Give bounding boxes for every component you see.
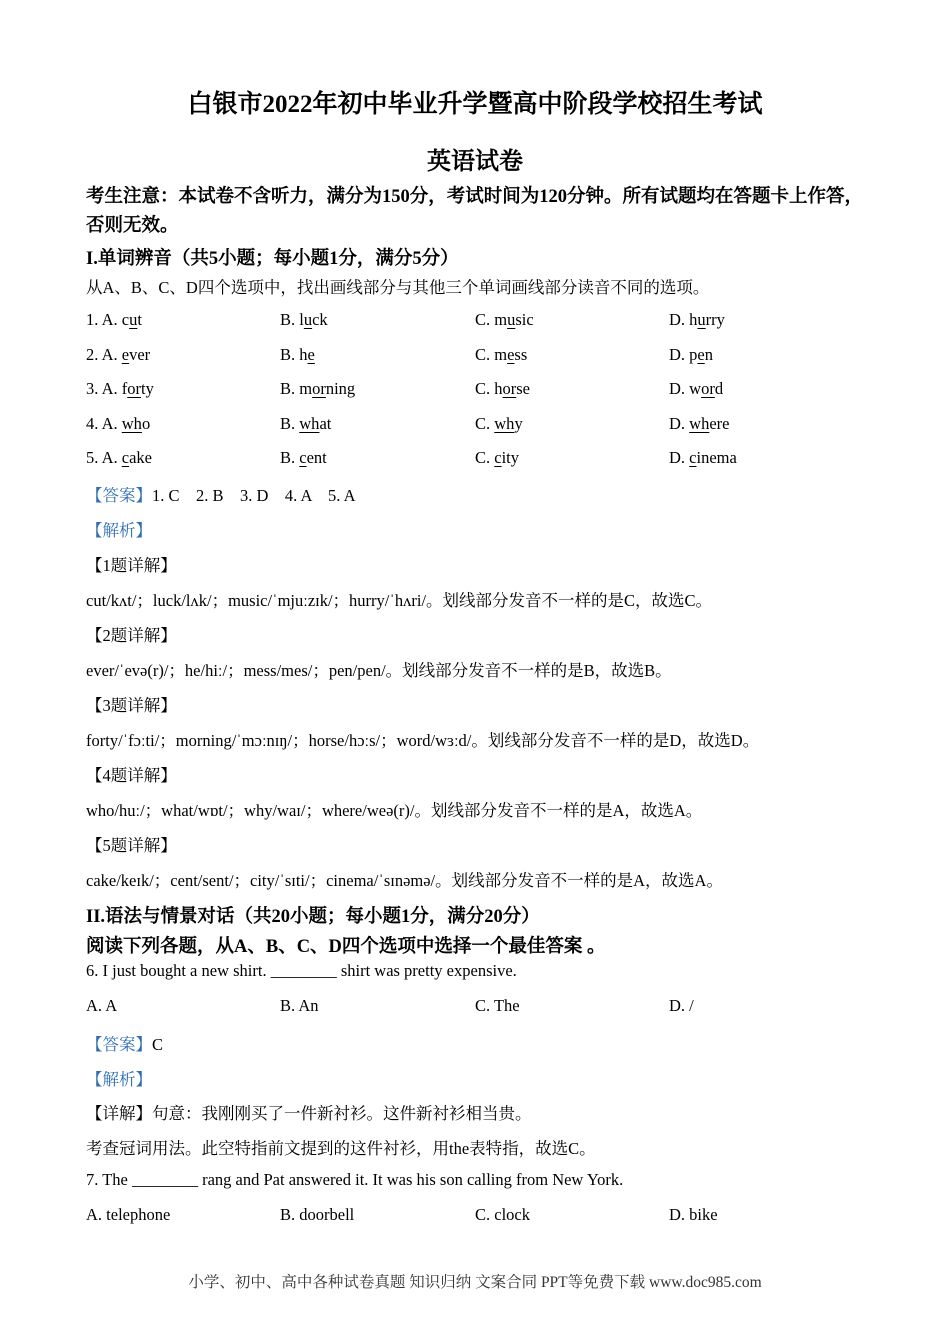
underlined-segment: u bbox=[129, 310, 138, 329]
detail-label-1: 【1题详解】 bbox=[86, 556, 177, 575]
underlined-segment: wh bbox=[689, 414, 710, 433]
option-suffix: ere bbox=[709, 414, 730, 433]
detail-text-5: cake/keɪk/；cent/sent/；city/ˈsɪti/；cinema/ˈsɪnəmə/。划线部分发音不一样的是A，故选A。 bbox=[86, 871, 723, 890]
option-suffix: y bbox=[514, 414, 523, 433]
underlined-segment: u bbox=[507, 310, 516, 329]
analysis-label: 【解析】 bbox=[86, 521, 152, 540]
q6-analysis-label: 【解析】 bbox=[86, 1070, 152, 1089]
page-footer: 小学、初中、高中各种试卷真题 知识归纳 文案合同 PPT等免费下载 www.doc985.com bbox=[188, 1274, 762, 1291]
question-5-option-b bbox=[280, 448, 327, 468]
question-1-option-d bbox=[669, 310, 725, 330]
question-6-option-d: D. / bbox=[669, 996, 694, 1015]
underlined-segment: wh bbox=[299, 414, 320, 433]
question-7-option-a: A. telephone bbox=[86, 1205, 171, 1224]
option-prefix: B. l bbox=[280, 310, 304, 329]
section1-heading: I.单词辨音（共5小题；每小题1分，满分5分） bbox=[86, 249, 459, 269]
question-2-option-d bbox=[669, 345, 713, 365]
underlined-segment: u bbox=[303, 310, 313, 329]
option-prefix: A. c bbox=[101, 310, 130, 329]
option-suffix: at bbox=[319, 414, 332, 433]
question-6-answer bbox=[86, 1031, 163, 1055]
question-number: 4. bbox=[86, 414, 102, 433]
option-prefix: A. bbox=[101, 448, 122, 467]
underlined-segment: wh bbox=[494, 414, 515, 433]
question-3-option-c bbox=[475, 379, 530, 399]
option-prefix: A. f bbox=[101, 379, 128, 398]
option-prefix: B. bbox=[280, 414, 300, 433]
q6-detail bbox=[86, 1100, 532, 1124]
detail-label-4: 【4题详解】 bbox=[86, 766, 177, 785]
question-number: 2. bbox=[86, 345, 102, 364]
option-suffix: ity bbox=[501, 448, 520, 467]
option-suffix: ty bbox=[141, 379, 154, 398]
underlined-segment: or bbox=[127, 379, 142, 398]
option-suffix: inema bbox=[696, 448, 737, 467]
section1-instruction: 从A、B、C、D四个选项中，找出画线部分与其他三个单词画线部分读音不同的选项。 bbox=[86, 278, 710, 297]
question-7-option-c: C. clock bbox=[475, 1205, 530, 1224]
option-prefix: C. bbox=[475, 448, 495, 467]
question-number: 3. bbox=[86, 379, 102, 398]
question-2-option-a bbox=[86, 345, 150, 365]
option-prefix: C. m bbox=[475, 310, 508, 329]
underlined-segment: or bbox=[502, 379, 517, 398]
option-suffix: sic bbox=[515, 310, 534, 329]
question-number: 1. bbox=[86, 310, 102, 329]
underlined-segment: c bbox=[121, 448, 130, 467]
question-1-option-c bbox=[475, 310, 534, 330]
underlined-segment: or bbox=[701, 379, 715, 398]
question-3-option-b bbox=[280, 379, 355, 399]
q6-detail-text: 句意：我刚刚买了一件新衬衫。这件新衬衫相当贵。 bbox=[152, 1104, 532, 1123]
answer-text: 1. C 2. B 3. D 4. A 5. A bbox=[152, 486, 356, 505]
option-prefix: A. bbox=[101, 345, 122, 364]
detail-label-2: 【2题详解】 bbox=[86, 626, 177, 645]
question-2-option-b bbox=[280, 345, 315, 365]
section2-heading: II.语法与情景对话（共20小题；每小题1分，满分20分） bbox=[86, 907, 540, 927]
option-suffix: n bbox=[704, 345, 713, 364]
detail-label-5: 【5题详解】 bbox=[86, 836, 177, 855]
exam-notice: 考生注意：本试卷不含听力，满分为150分，考试时间为120分钟。所有试题均在答题卡上作答，否则无效。 bbox=[86, 187, 864, 236]
detail-label-3: 【3题详解】 bbox=[86, 696, 177, 715]
question-5-option-a bbox=[86, 448, 152, 468]
underlined-segment: c bbox=[689, 448, 697, 467]
question-3-option-d bbox=[669, 379, 723, 399]
underlined-segment: u bbox=[697, 310, 706, 329]
question-4-option-c bbox=[475, 414, 523, 434]
q6-answer-text: C bbox=[152, 1035, 164, 1054]
page-title: 白银市2022年初中毕业升学暨高中阶段学校招生考试 bbox=[187, 91, 763, 118]
option-suffix: ck bbox=[312, 310, 328, 329]
option-suffix: o bbox=[141, 414, 151, 433]
option-prefix: D. p bbox=[669, 345, 698, 364]
question-6-option-b: B. An bbox=[280, 996, 319, 1015]
option-suffix: ake bbox=[129, 448, 152, 467]
question-5-option-d bbox=[669, 448, 737, 468]
section2-instruction: 阅读下列各题，从A、B、C、D四个选项中选择一个最佳答案 。 bbox=[86, 937, 606, 957]
question-4-option-b bbox=[280, 414, 331, 434]
detail-text-3: forty/ˈfɔːti/；morning/ˈmɔːnɪŋ/；horse/hɔːs/；word/wɜːd/。划线部分发音不一样的是D，故选D。 bbox=[86, 731, 760, 750]
q6-detail-label: 【详解】 bbox=[86, 1104, 152, 1123]
option-prefix: D. h bbox=[669, 310, 698, 329]
question-2-option-c bbox=[475, 345, 527, 365]
option-suffix: ning bbox=[325, 379, 356, 398]
option-prefix: D. bbox=[669, 414, 690, 433]
option-prefix: A. bbox=[101, 414, 122, 433]
question-4-option-a bbox=[86, 414, 150, 434]
option-suffix: ver bbox=[129, 345, 151, 364]
underlined-segment: c bbox=[299, 448, 307, 467]
answer-line bbox=[86, 482, 356, 506]
underlined-segment: c bbox=[494, 448, 502, 467]
question-7-stem: 7. The ________ rang and Pat answered it. It was his son calling from New York. bbox=[86, 1170, 624, 1189]
question-4-option-d bbox=[669, 414, 730, 434]
option-prefix: D. w bbox=[669, 379, 702, 398]
detail-text-1: cut/kʌt/；luck/lʌk/；music/ˈmjuːzɪk/；hurry/ˈhʌri/。划线部分发音不一样的是C，故选C。 bbox=[86, 591, 713, 610]
underlined-segment: e bbox=[121, 345, 130, 364]
page-subtitle: 英语试卷 bbox=[427, 149, 523, 175]
question-1-option-a bbox=[86, 310, 142, 330]
option-prefix: B. h bbox=[280, 345, 308, 364]
underlined-segment: e bbox=[697, 345, 705, 364]
option-suffix: se bbox=[516, 379, 531, 398]
option-prefix: B. bbox=[280, 448, 300, 467]
underlined-segment: wh bbox=[121, 414, 142, 433]
question-number: 5. bbox=[86, 448, 102, 467]
option-prefix: B. m bbox=[280, 379, 313, 398]
option-suffix: t bbox=[137, 310, 142, 329]
option-suffix: ss bbox=[514, 345, 528, 364]
question-6-option-a: A. A bbox=[86, 996, 118, 1015]
q6-explain: 考查冠词用法。此空特指前文提到的这件衬衫，用the表特指，故选C。 bbox=[86, 1139, 596, 1158]
q6-answer-label: 【答案】 bbox=[86, 1035, 152, 1054]
detail-text-2: ever/ˈevə(r)/；he/hiː/；mess/mes/；pen/pen/。划线部分发音不一样的是B，故选B。 bbox=[86, 661, 672, 680]
underlined-segment: e bbox=[307, 345, 315, 364]
option-prefix: C. bbox=[475, 414, 495, 433]
question-5-option-c bbox=[475, 448, 519, 468]
question-7-option-d: D. bike bbox=[669, 1205, 718, 1224]
underlined-segment: e bbox=[507, 345, 515, 364]
underlined-segment: or bbox=[312, 379, 326, 398]
option-suffix: rry bbox=[705, 310, 725, 329]
option-suffix: d bbox=[714, 379, 724, 398]
option-prefix: D. bbox=[669, 448, 690, 467]
detail-text-4: who/huː/；what/wɒt/；why/waɪ/；where/weə(r)/。划线部分发音不一样的是A，故选A。 bbox=[86, 801, 703, 820]
answer-label: 【答案】 bbox=[86, 486, 152, 505]
option-prefix: C. m bbox=[475, 345, 508, 364]
question-6-stem: 6. I just bought a new shirt. ________ shirt was pretty expensive. bbox=[86, 961, 517, 980]
question-1-option-b bbox=[280, 310, 328, 330]
question-3-option-a bbox=[86, 379, 154, 399]
question-7-option-b: B. doorbell bbox=[280, 1205, 355, 1224]
option-prefix: C. h bbox=[475, 379, 503, 398]
question-6-option-c: C. The bbox=[475, 996, 520, 1015]
option-suffix: ent bbox=[306, 448, 327, 467]
